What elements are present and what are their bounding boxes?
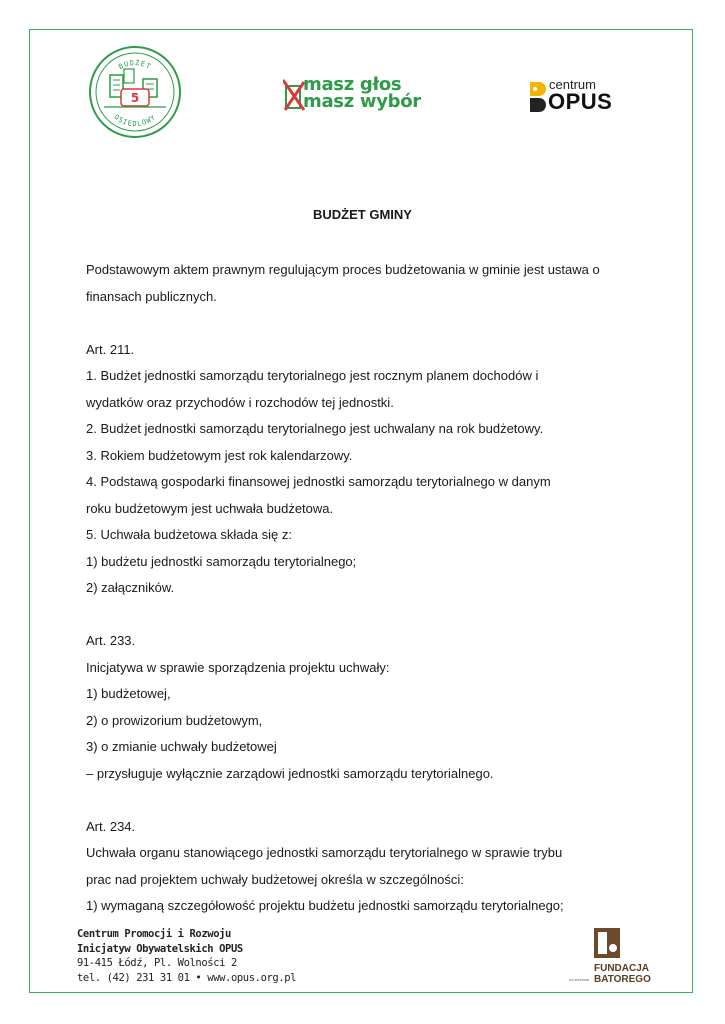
art233-line: Inicjatywa w sprawie sporządzenia projektu uchwały: [86, 659, 390, 675]
art211-line: roku budżetowym jest uchwała budżetowa. [86, 500, 334, 516]
budzet-osiedlowy-logo [88, 45, 182, 139]
opus-mark-icon [527, 80, 547, 116]
ballot-x-icon [283, 78, 305, 112]
opus-main-text: OPUS [548, 89, 613, 114]
art211-line: 3. Rokiem budżetowym jest rok kalendarzowy. [86, 447, 353, 463]
masz-glos-line1: masz głos [303, 74, 402, 95]
art234-line: prac nad projektem uchwały budżetowej określa w szczególności: [86, 871, 464, 887]
fundacja-batorego-logo [569, 928, 649, 988]
svg-text:BUDŻET [117, 58, 152, 71]
batory-small-text: na zlecenie [569, 977, 590, 982]
intro-line: Podstawowym aktem prawnym regulującym proces budżetowania w gminie jest ustawa o [86, 262, 600, 277]
footer-address: 91-415 Łódź, Pl. Wolności 2 [77, 957, 237, 969]
art211-line: 1) budżetu jednostki samorządu terytorialnego; [86, 553, 357, 569]
document-body [86, 257, 646, 920]
art211-heading: Art. 211. [86, 341, 135, 357]
opus-sub-text: centrum [549, 77, 596, 92]
logo-badge: 5 [130, 91, 140, 105]
footer-org-name: Centrum Promocji i Rozwoju [77, 928, 231, 940]
art211-line: 1. Budżet jednostki samorządu terytorialnego jest rocznym planem dochodów i [86, 368, 539, 383]
svg-text:OSIEDLOWY [112, 113, 157, 128]
footer-contact: tel. (42) 231 31 01 • www.opus.org.pl [77, 971, 297, 984]
art211-line: 5. Uchwała budżetowa składa się z: [86, 527, 292, 542]
art233-line: – przysługuje wyłącznie zarządowi jednostki samorządu terytorialnego. [86, 765, 494, 781]
footer-org-name: Inicjatyw Obywatelskich OPUS [77, 942, 243, 955]
art233-line: 2) o prowizorium budżetowym, [86, 712, 263, 728]
art233-line: 3) o zmianie uchwały budżetowej [86, 739, 277, 754]
footer-org-info [77, 927, 296, 985]
logo-bottom-text: OSIEDLOWY [112, 112, 158, 128]
batory-mark-icon [594, 928, 620, 958]
logo-top-text: BUDŻET [117, 58, 153, 72]
art234-heading: Art. 234. [86, 818, 136, 834]
art211-line: 2. Budżet jednostki samorządu terytorialnego jest uchwalany na rok budżetowy. [86, 421, 544, 436]
batory-line1: FUNDACJA [594, 963, 649, 974]
art211-line: wydatków oraz przychodów i rozchodów tej jednostki. [86, 394, 394, 410]
masz-glos-line2: masz wybór [303, 91, 421, 112]
art211-line: 4. Podstawą gospodarki finansowej jednostki samorządu terytorialnego w danym [86, 474, 551, 489]
art234-line: Uchwała organu stanowiącego jednostki samorządu terytorialnego w sprawie trybu [86, 845, 563, 860]
centrum-opus-logo [527, 78, 619, 118]
masz-glos-logo [283, 76, 428, 116]
art233-heading: Art. 233. [86, 633, 136, 648]
art234-line: 1) wymaganą szczegółowość projektu budżetu jednostki samorządu terytorialnego; [86, 898, 564, 913]
art233-line: 1) budżetowej, [86, 686, 171, 701]
batory-line2: BATOREGO [594, 974, 651, 985]
art211-line: 2) załączników. [86, 580, 175, 595]
document-title: BUDŻET GMINY [313, 207, 412, 222]
intro-line: finansach publicznych. [86, 288, 217, 304]
